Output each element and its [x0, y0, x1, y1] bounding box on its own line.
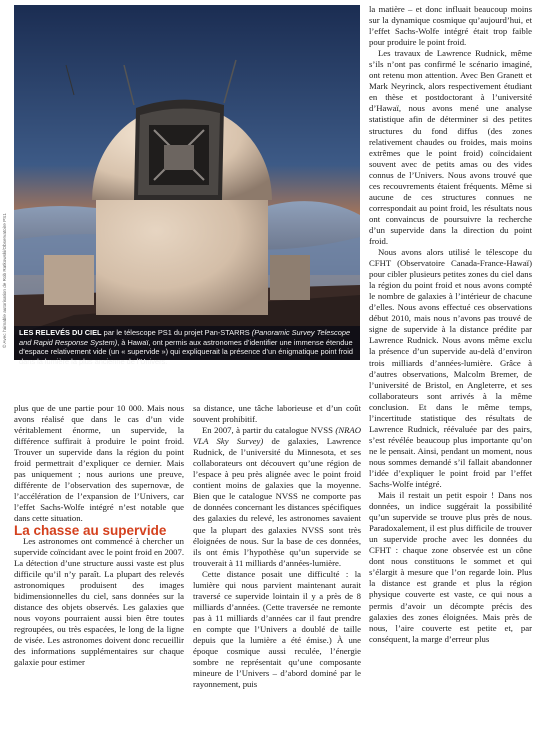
col2-p2-text-b: de galaxies, Lawrence Rudnick, de l’université du Minnesota, et ses collaborateurs ont découvert qu’une région de l’espace à peu près alignée avec le point froid contient moins de galaxies que la moyenne. Bien que le catalogue NVSS ne comporte pas de données concernant les distances spécifiques des galaxies du relevé, les astronomes savaient que la plupart des galaxies NVSS sont très éloignées de nous. Sur la base de ces données, ils ont émis l’hypothèse qu’un supervide se trouverait à 11 milliards d’années-lumière.	[193, 436, 362, 568]
col3-paragraph-4: Mais il restait un petit espoir ! Dans nos données, un indice suggérait la possibilité qu’un supervide se trouve plus près de nous. Paradoxalement, il est plus difficile de trouver un supervide proche avec les données du CFHT : chaque zone observée est un cône dont nous constituons le sommet et qui s’élargit à mesure que l’on regarde loin. Plus la distance est grande et plus la région physique couverte est vaste, ce qui nous a permis d’avoir un décompte précis des galaxies des zones éloignées. Mais près de nous, l’aire couverte est petite et, par conséquent, la marge d’erreur plus	[369, 490, 532, 644]
col3-paragraph-1: la matière – et donc influait beaucoup moins sur la dynamique cosmique qu’aujourd’hui, et l’effet Sachs-Wolfe intégré était trop faible pour produire le point froid.	[369, 4, 532, 48]
col3-paragraph-3: Nous avons alors utilisé le télescope du CFHT (Observatoire Canada-France-Hawaï) pour cibler plusieurs petites zones du ciel dans la région du point froid et nous avons compté le nombre de galaxies à l’intérieur de chacune d’elles. Nous avons effectué ces observations début 2010, mais nous n’avons pas trouvé de signe de supervide à la distance prédite par Lawrence Rudnick. Nous avons même exclu la présence d’un supervide au-delà d’environ trois milliards d’années-lumière. Grâce à d’autres observations, Malcolm Bremer, de l’université de Bristol, en Angleterre, et ses collaborateurs sont arrivés à la même conclusion. Et dans le même temps, l’incertitude statistique des résultats de Lawrence Rudnick, réévaluée par des pairs, s’est révélée beaucoup plus importante qu’on ne le pensait. Ainsi, pendant un moment, nous nous sommes demandé s’il fallait abandonner l’idée d’expliquer le point froid par l’effet Sachs-Wolfe intégré.	[369, 247, 532, 490]
col1-paragraph-1: plus que de une partie pour 10 000. Mais nous avons réalisé que dans le cas d’un vide véritablement énorme, un supervide, la différence suffirait à produire le point froid. Trouver un supervide dans la région du point froid permettrait d’expliquer ce dernier. Mais pas uniquement ; nous aurions une preuve, différente de l’observation des supernovæ, de l’accélération de l’expansion de l’Univers, car l’effet Sachs-Wolfe intégré n’est notable que dans cette situation.	[14, 403, 184, 524]
photo-caption	[14, 326, 360, 366]
col2-paragraph-2	[193, 425, 361, 569]
column-2	[193, 403, 361, 690]
col1-paragraph-2: Les astronomes ont commencé à chercher un supervide coïncidant avec le point froid en 2007. La détection d’une structure aussi vaste est plus difficile qu’il n’y paraît. La plupart des relevés astronomiques produisent des images bidimensionnelles du ciel, sans données sur la distance des objets observés. Les galaxies que nous voyons pourraient aussi bien être toutes regroupées, ou très espacées, le long de la ligne de visée. Les astronomes doivent donc recueillir des informations supplémentaires sur chaque galaxie pour estimer	[14, 535, 184, 668]
photo-credit: © Avec l’aimable autorisation de Rob Ratkowski/Observatoire PS1	[2, 213, 7, 348]
column-3	[369, 4, 532, 645]
col2-paragraph-3: Cette distance posait une difficulté : la lumière qui nous parvient maintenant aurait traversé ce supervide lointain il y a près de 8 milliards d’années. (Cette traversée ne remonte pas à 11 milliards d’années car il faut prendre en compte que l’Univers a doublé de taille depuis que la lumière a été émise.) À une époque cosmique aussi reculée, l’énergie sombre ne représentait qu’une composante mineure de l’Univers – d’abord dominé par le rayonnement, puis	[193, 568, 361, 690]
col2-paragraph-1: sa distance, une tâche laborieuse et d’un coût souvent prohibitif.	[193, 403, 361, 425]
observatory-dome-illustration	[14, 5, 360, 360]
col3-paragraph-2: Les travaux de Lawrence Rudnick, même s’ils n’ont pas confirmé le scénario imaginé, ont retenu mon attention. Avec Ben Granett et Mark Neyrinck, alors respectivement étudiant en thèse et postdoctorant à l’université d’Hawaï, nous avons mené une analyse statistique afin de déterminer si des petites structures du fond diffus (des zones relativement chaudes ou froides, mais moins extrêmes que le point froid) coïncidaient souvent avec de petits amas ou des vides connus de l’Univers. Nous avons trouvé que ces recouvrements étaient fréquents. Même si aucune de ces structures connues ne correspondait au point froid, les résultats nous ont convaincus de poursuivre la recherche d’un supervide dans la direction du point froid.	[369, 48, 532, 246]
col2-p2-text-a: En 2007, à partir du catalogue NVSS	[202, 425, 336, 436]
photo-credit-wrapper	[0, 170, 12, 350]
column-1	[14, 403, 184, 668]
caption-heading: LES RELEVÉS DU CIEL	[19, 328, 102, 337]
section-heading: La chasse au supervide	[14, 522, 167, 538]
col2-p2-italic: (NRAO VLA Sky Survey)	[193, 425, 361, 447]
caption-italic: (Panoramic Survey Telescope and Rapid Response System)	[19, 328, 351, 347]
caption-text-b: , à Hawaï, ont permis aux astronomes d’identifier une immense étendue d’espace relativement vide (un « supervide ») qui expliquerait la présence d’un énigmatique point froid dans la lumière la plus ancienne de l’Univers.	[19, 337, 354, 366]
telescope-photo	[14, 5, 360, 360]
caption-text-a: par le télescope PS1 du projet Pan-STARRS	[101, 328, 252, 337]
